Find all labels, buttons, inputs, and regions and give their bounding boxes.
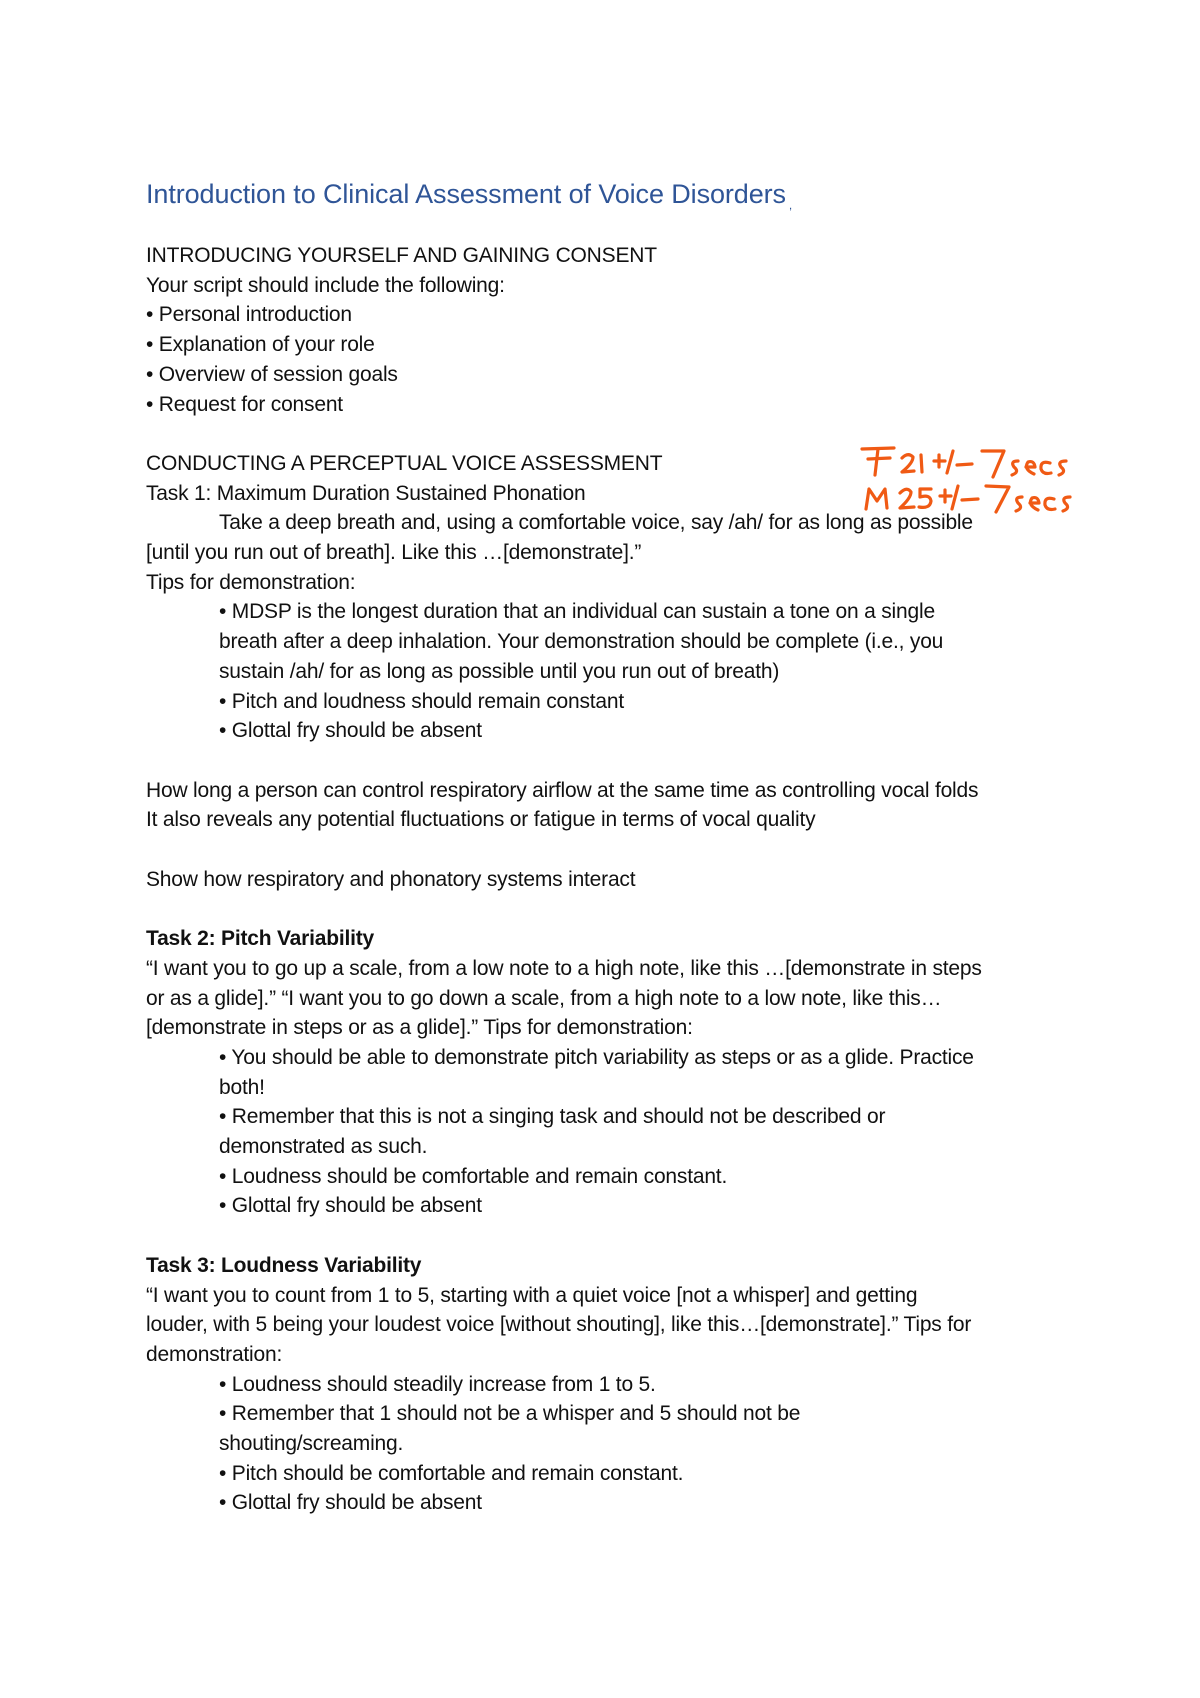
task2-line: or as a glide].” “I want you to go down a scale, from a high note to a low note, like this… [146,986,942,1010]
task2-line: “I want you to go up a scale, from a low note to a high note, like this …[demonstrate in steps [146,956,982,980]
task2-tip-line: both! [219,1075,265,1099]
task2-tip-line: • Glottal fry should be absent [219,1194,482,1218]
task1-instruction: Take a deep breath and, using a comfortable voice, say /ah/ for as long as possible [219,511,973,535]
handwritten-annotation [858,445,1078,515]
task1-tip-line: • Pitch and loudness should remain constant [219,689,625,713]
task3-line: demonstration: [146,1342,283,1366]
task2-title: Task 2: Pitch Variability [146,927,375,951]
task1-tip-line: sustain /ah/ for as long as possible until you run out of breath) [219,659,780,683]
consent-intro: Your script should include the following: [146,273,505,297]
perceptual-heading: CONDUCTING A PERCEPTUAL VOICE ASSESSMENT [146,451,663,475]
task2-tip-line: • Remember that this is not a singing task and should not be described or [219,1105,886,1129]
task1-tip-line: breath after a deep inhalation. Your demonstration should be complete (i.e., you [219,630,944,654]
spacer [146,746,1086,776]
perceptual-section [146,449,1086,1518]
task2-tip-line: • Loudness should be comfortable and remain constant. [219,1164,728,1188]
task1-note: It also reveals any potential fluctuations or fatigue in terms of vocal quality [146,808,816,832]
task1-title: Task 1: Maximum Duration Sustained Phonation [146,481,586,505]
consent-section [146,241,1086,419]
task1-instruction-continued: [until you run out of breath]. Like this …[demonstrate].” [146,541,642,565]
task3-tip-line: shouting/screaming. [219,1432,404,1456]
task1-block [146,479,1086,895]
task2-block [146,924,1086,1221]
task3-tip-line: • Pitch should be comfortable and remain constant. [219,1461,684,1485]
consent-bullet-list [146,300,1086,419]
document-page [146,176,1086,1518]
consent-bullet: • Personal introduction [146,303,352,327]
spacer [146,894,1086,924]
document-title-text: Introduction to Clinical Assessment of Voice Disorders [146,179,786,209]
task1-tip-line: • Glottal fry should be absent [219,719,482,743]
task3-line: “I want you to count from 1 to 5, starting with a quiet voice [not a whisper] and getting [146,1283,918,1307]
task2-tip-line: demonstrated as such. [219,1135,428,1159]
consent-bullet: • Request for consent [146,392,343,416]
task2-tip-line: • You should be able to demonstrate pitch variability as steps or as a glide. Practice [219,1045,974,1069]
document-title [146,176,1086,223]
title-mark: , [788,198,793,212]
task1-note: How long a person can control respiratory airflow at the same time as controlling vocal folds [146,778,979,802]
handwritten-annotation-svg [858,445,1078,515]
task3-title: Task 3: Loudness Variability [146,1253,422,1277]
task3-line: louder, with 5 being your loudest voice [without shouting], like this…[demonstrate].” Tips for [146,1313,972,1337]
task1-tips [146,597,1086,746]
task1-tip-line: • MDSP is the longest duration that an individual can sustain a tone on a single [219,600,935,624]
task3-block [146,1251,1086,1518]
task1-note: Show how respiratory and phonatory systems interact [146,867,636,891]
spacer [146,835,1086,865]
task3-tips [146,1370,1086,1519]
task3-tip-line: • Glottal fry should be absent [219,1491,482,1515]
task3-tip-line: • Loudness should steadily increase from 1 to 5. [219,1372,656,1396]
consent-bullet: • Explanation of your role [146,333,375,357]
spacer [146,1221,1086,1251]
task1-tips-label: Tips for demonstration: [146,570,356,594]
consent-heading: INTRODUCING YOURSELF AND GAINING CONSENT [146,244,657,267]
consent-bullet: • Overview of session goals [146,362,398,386]
task3-tip-line: • Remember that 1 should not be a whisper and 5 should not be [219,1402,801,1426]
task2-line: [demonstrate in steps or as a glide].” Tips for demonstration: [146,1016,693,1040]
task2-tips [146,1043,1086,1221]
